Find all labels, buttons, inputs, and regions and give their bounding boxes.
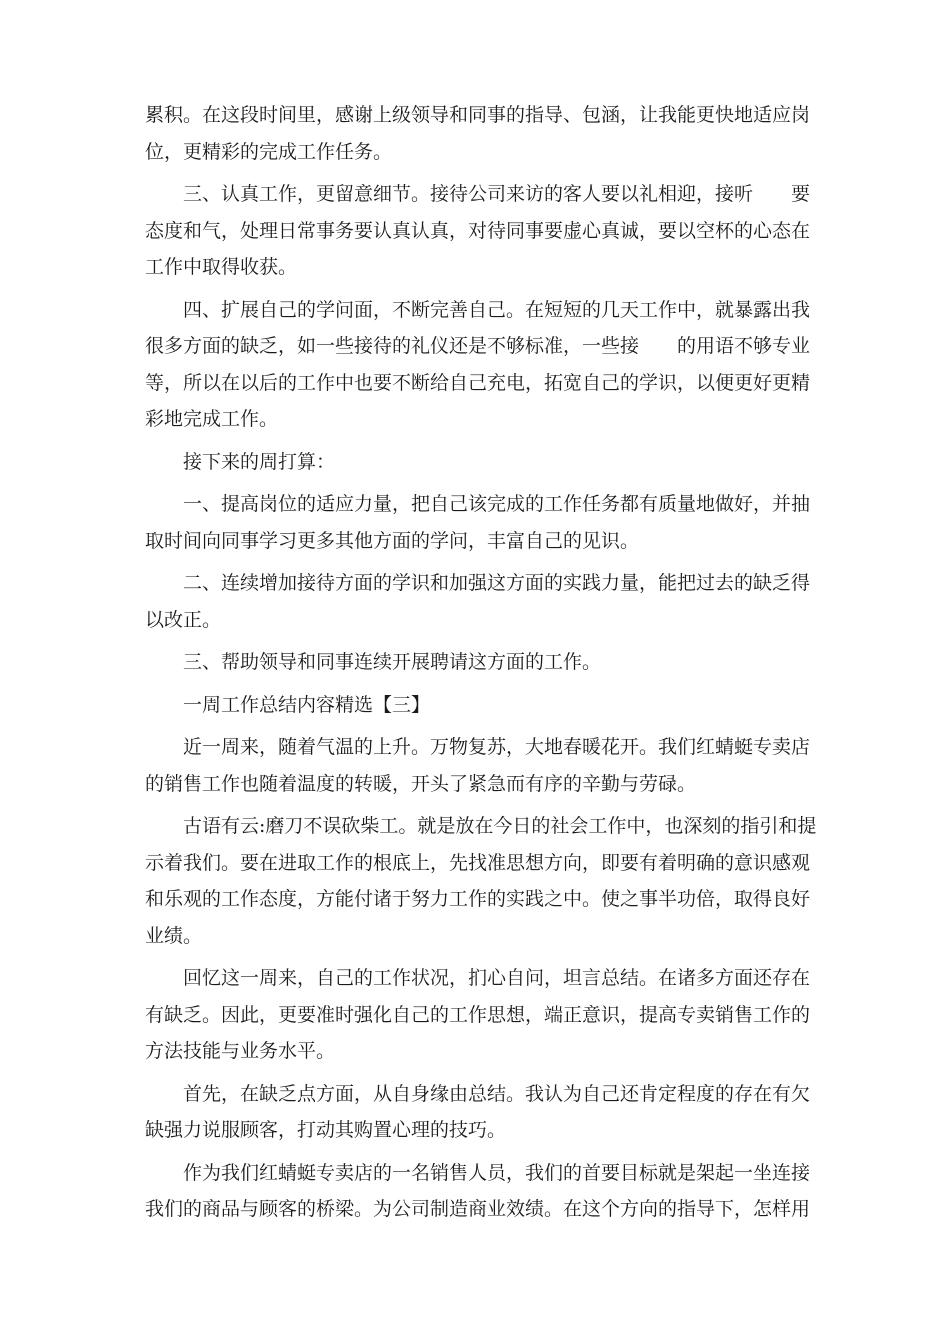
paragraph-line: 三、帮助领导和同事连续开展聘请这方面的工作。 <box>183 651 602 673</box>
paragraph-line: 方法技能与业务水平。 <box>145 1040 336 1062</box>
paragraph-line: 工作中取得收获。 <box>145 256 298 278</box>
paragraph-line: 业绩。 <box>145 924 203 947</box>
paragraph <box>145 97 813 170</box>
paragraph <box>145 444 813 481</box>
paragraph-line: 有缺乏。因此，更要准时强化自己的工作思想，端正意识，提高专卖销售工作的 <box>145 1003 811 1026</box>
paragraph-line: 累积。在这段时间里，感谢上级领导和同事的指导、包涵，让我能更快地适应岗 <box>145 104 811 126</box>
paragraph-line: 的销售工作也随着温度的转暖，开头了紧急而有序的辛勤与劳碌。 <box>145 772 697 795</box>
paragraph <box>145 176 813 286</box>
paragraph-line: 等，所以在以后的工作中也要不断给自己充电，拓宽自己的学识，以便更好更精 <box>145 371 811 394</box>
paragraph-line: 取时间向同事学习更多其他方面的学问，丰富自己的见识。 <box>145 529 640 552</box>
paragraph <box>145 808 817 954</box>
paragraph <box>145 1155 813 1228</box>
paragraph-line: 近一周来，随着气温的上升。万物复苏，大地春暖花开。我们红蜻蜓专卖店 <box>183 736 811 758</box>
paragraph-line: 态度和气，处理日常事务要认真认真，对待同事要虚心真诚，要以空杯的心态在 <box>145 219 811 242</box>
paragraph-line: 首先，在缺乏点方面，从自身缘由总结。我认为自己还肯定程度的存在有欠 <box>183 1082 811 1105</box>
paragraph <box>145 1076 813 1149</box>
document-body <box>145 97 817 1228</box>
paragraph-line: 一周工作总结内容精选【三】 <box>183 693 431 716</box>
paragraph-line: 很多方面的缺乏，如一些接待的礼仪还是不够标准，一些接 的用语不够专业 <box>145 335 811 357</box>
paragraph-line: 彩地完成工作。 <box>145 408 279 430</box>
paragraph-line: 以改正。 <box>145 608 222 631</box>
paragraph-line: 三、认真工作，更留意细节。接待公司来访的客人要以礼相迎，接听 要 <box>183 183 811 205</box>
paragraph <box>145 687 813 724</box>
paragraph-line: 缺强力说服顾客，打动其购置心理的技巧。 <box>145 1119 507 1141</box>
paragraph <box>145 644 813 681</box>
paragraph <box>145 960 813 1070</box>
paragraph-line: 和乐观的工作态度，方能付诸于努力工作的实践之中。使之事半功倍，取得良好 <box>145 888 811 910</box>
paragraph <box>145 729 813 802</box>
paragraph-line: 回忆这一周来，自己的工作状况，扪心自问，坦言总结。在诸多方面还存在 <box>183 967 811 989</box>
paragraph-line: 位，更精彩的完成工作任务。 <box>145 140 393 163</box>
paragraph-line: 四、扩展自己的学问面，不断完善自己。在短短的几天工作中，就暴露出我 <box>183 298 811 321</box>
paragraph-line: 二、连续增加接待方面的学识和加强这方面的实践力量，能把过去的缺乏得 <box>183 572 811 594</box>
paragraph-line: 作为我们红蜻蜓专卖店的一名销售人员，我们的首要目标就是架起一坐连接 <box>183 1161 811 1184</box>
paragraph <box>145 292 813 438</box>
paragraph <box>145 565 813 638</box>
paragraph-line: 我们的商品与顾客的桥梁。为公司制造商业效绩。在这个方向的指导下，怎样用 <box>145 1198 811 1220</box>
paragraph-line: 古语有云:磨刀不误砍柴工。就是放在今日的社会工作中，也深刻的指引和提 <box>183 815 817 837</box>
paragraph-line: 示着我们。要在进取工作的根底上，先找准思想方向，即要有着明确的意识感观 <box>145 851 811 874</box>
paragraph <box>145 486 813 559</box>
paragraph-line: 接下来的周打算： <box>183 450 336 473</box>
paragraph-line: 一、提高岗位的适应力量，把自己该完成的工作任务都有质量地做好，并抽 <box>183 493 811 515</box>
